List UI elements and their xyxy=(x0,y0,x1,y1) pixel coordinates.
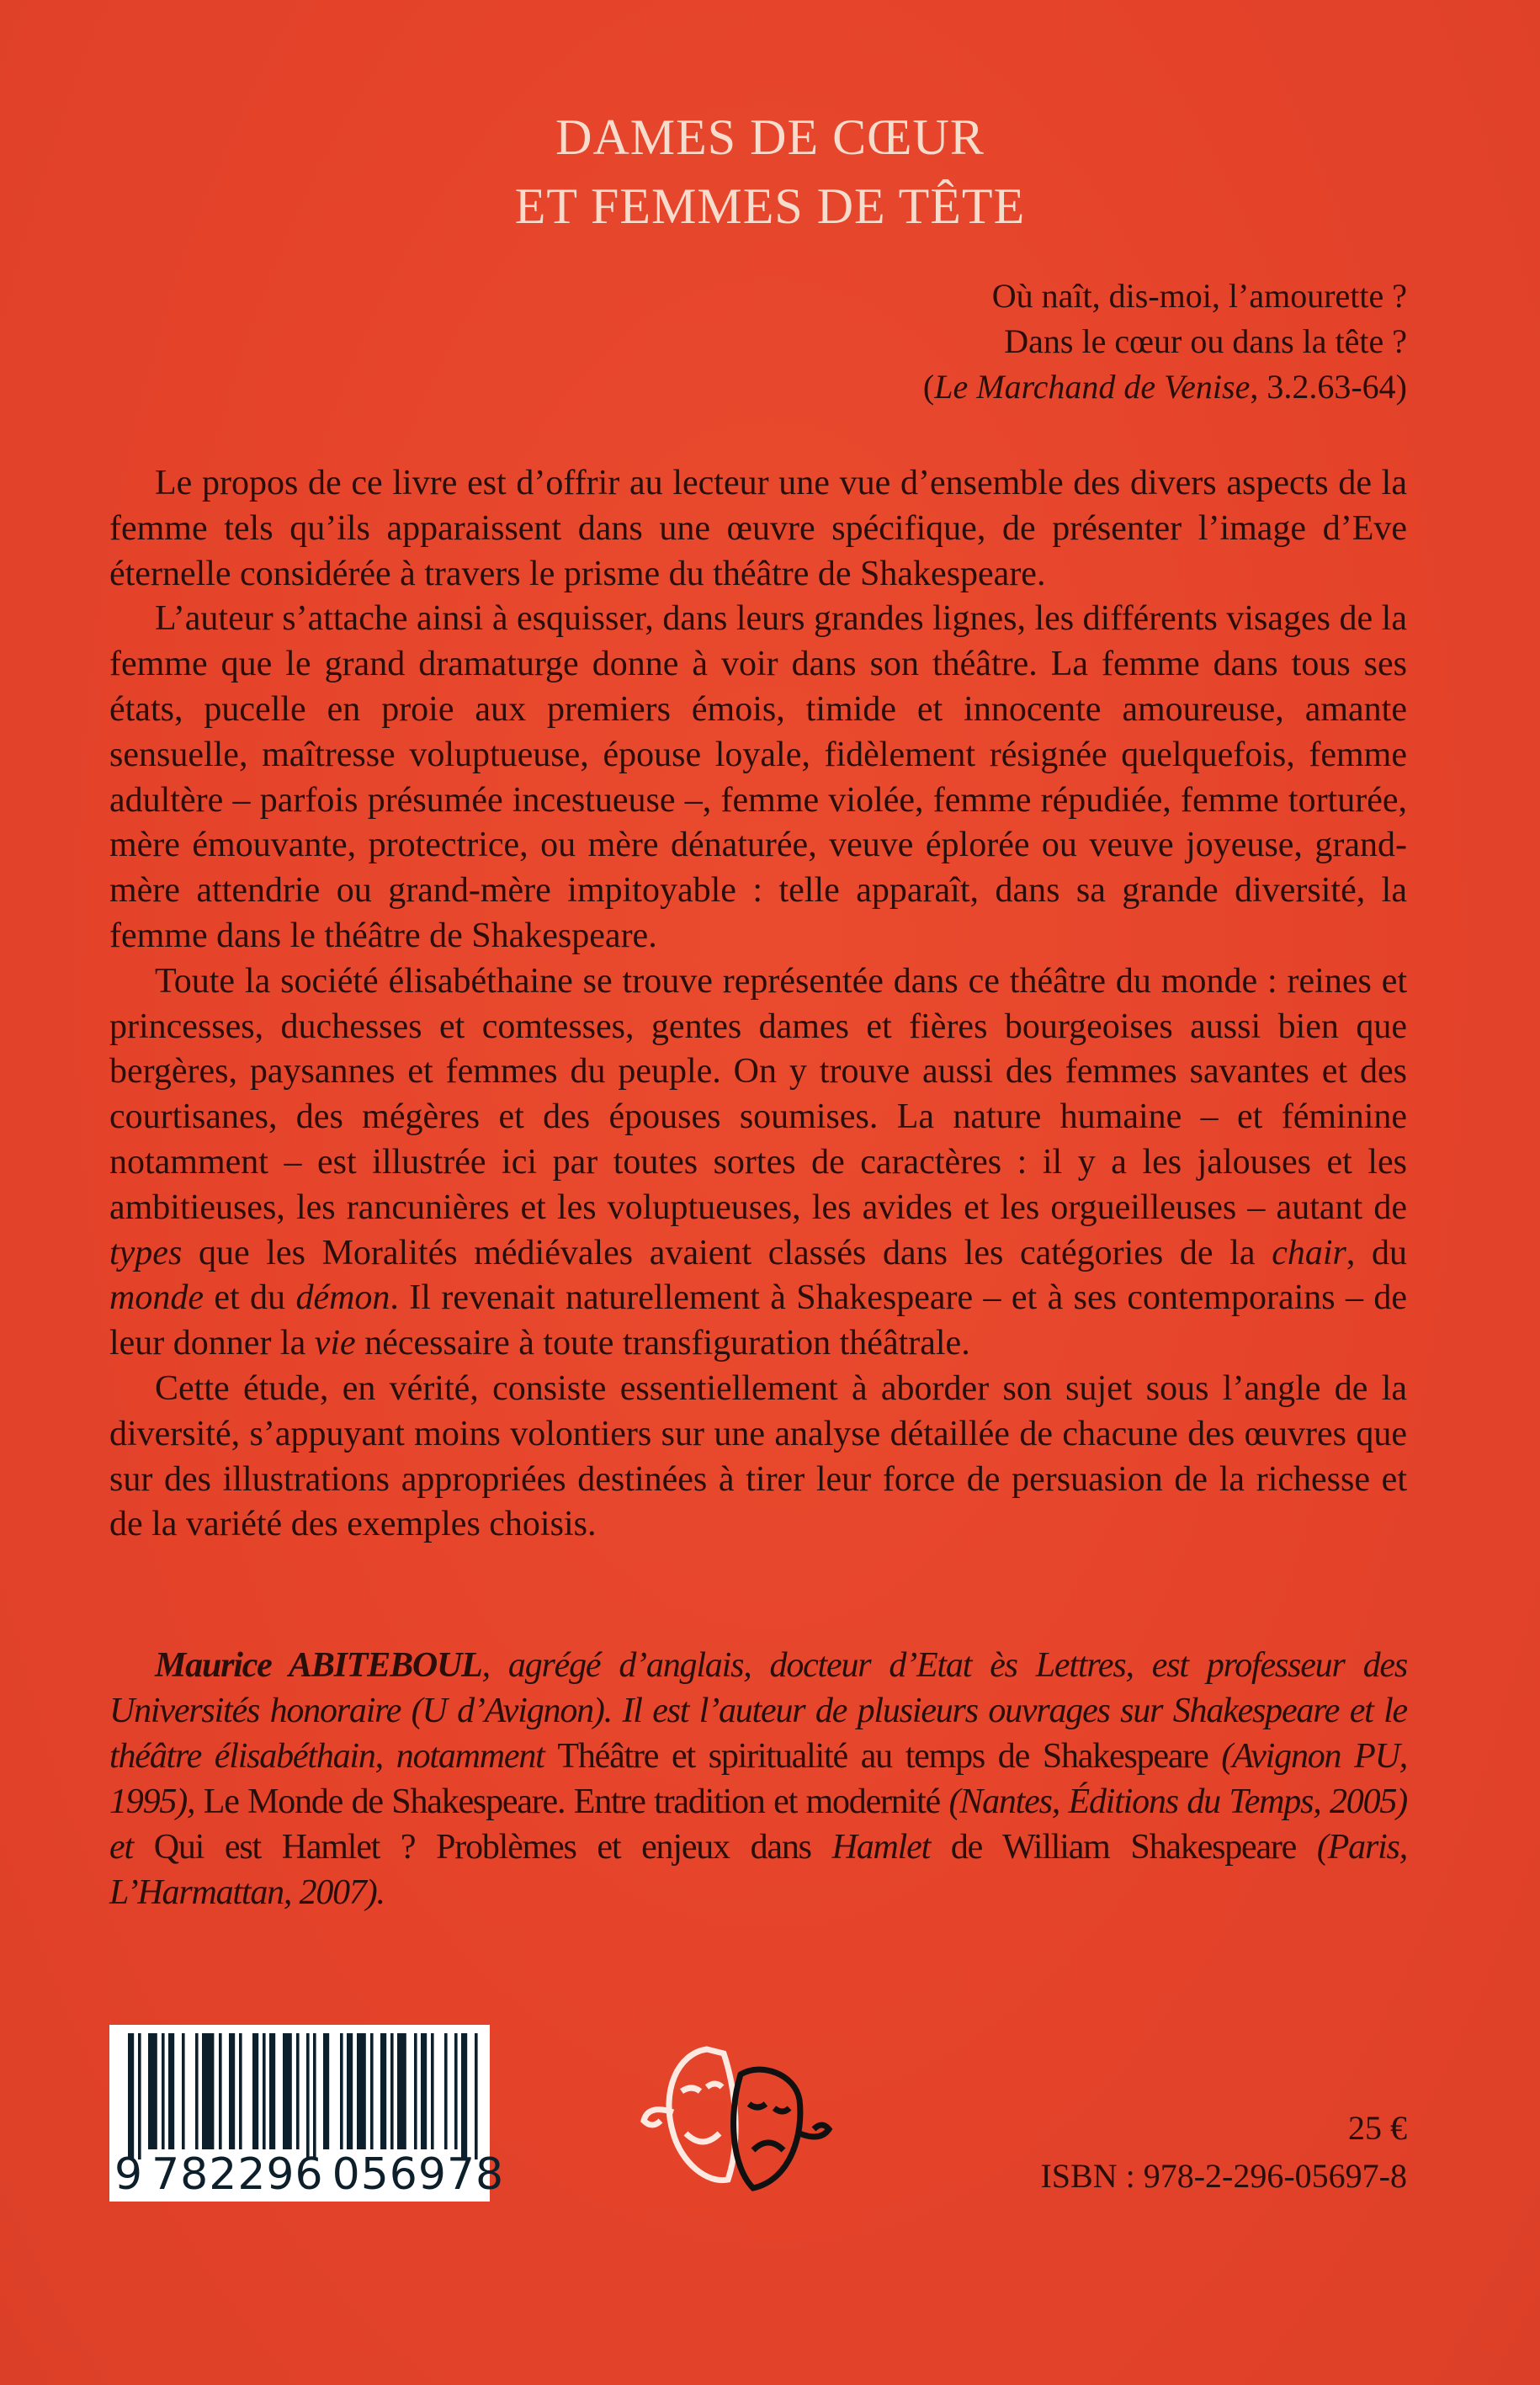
title-line-1: DAMES DE CŒUR xyxy=(555,109,985,165)
epigraph-line-2: Dans le cœur ou dans la tête ? xyxy=(1004,322,1407,360)
comedy-mask-icon xyxy=(644,2049,735,2180)
barcode-bar xyxy=(269,2033,275,2149)
italic-text-segment: Le Marchand de Venise xyxy=(934,368,1251,406)
title-line-2: ET FEMMES DE TÊTE xyxy=(514,178,1026,234)
italic-text-segment: chair xyxy=(1272,1233,1346,1272)
italic-text-segment: monde xyxy=(109,1278,204,1318)
text-segment: L’auteur s’attache ainsi à esquisser, dans leurs grandes lignes, les différents visages de la femme que le grand dramaturge donne à voir dans son théâtre. La femme dans tous ses états, pucelle en proie aux premiers émois, timide et innocente amoureuse, amante sensuelle, maîtresse voluptueuse, épouse loyale, fidèlement résignée quelquefois, femme adultère – parfois présumée incestueuse –, femme violée, femme répudiée, femme torturée, mère émouvante, protectrice, ou mère dénaturée, veuve éplorée ou veuve joyeuse, grand-mère attendrie ou grand-mère impitoyable : telle apparaît, dans sa grande diversité, la femme dans le théâtre de Shakespeare. xyxy=(109,599,1407,955)
text-segment: nécessaire à toute transfiguration théâtrale. xyxy=(355,1324,970,1363)
barcode-bar xyxy=(357,2033,366,2149)
barcode-bar xyxy=(195,2033,199,2149)
blurb-paragraph xyxy=(109,1367,1407,1548)
barcode-digit-group-2: 056978 xyxy=(332,2149,505,2200)
text-segment: Qui est Hamlet ? Problèmes et enjeux dans xyxy=(153,1828,832,1867)
tragedy-mask-icon xyxy=(734,2069,829,2188)
price: 25 € xyxy=(1348,2109,1407,2147)
isbn: ISBN : 978-2-296-05697-8 xyxy=(1040,2157,1407,2195)
barcode-bars xyxy=(128,2033,481,2159)
barcode xyxy=(109,2025,505,2202)
theatre-masks-logo xyxy=(627,2041,879,2192)
barcode-bar xyxy=(347,2033,353,2149)
author-bio xyxy=(109,1643,1407,1915)
barcode-bar xyxy=(252,2033,258,2149)
text-segment: Cette étude, en vérité, consiste essentiellement à aborder son sujet sous l’angle de la diversité, s’appuyant moins volontiers sur une analyse détaillée de chacune des œuvres que sur des illustrations appropriées destinées à tirer leur force de persuasion de la richesse et de la variété des exemples choisis. xyxy=(109,1368,1407,1544)
barcode-bar xyxy=(444,2033,448,2149)
barcode-digit-group-1: 782296 xyxy=(151,2149,324,2200)
blurb-paragraph xyxy=(109,461,1407,597)
barcode-bar xyxy=(128,2033,134,2159)
barcode-bar xyxy=(239,2033,242,2149)
barcode-bar xyxy=(421,2033,427,2149)
epigraph xyxy=(923,274,1407,410)
epigraph-source xyxy=(923,364,1407,410)
barcode-bar xyxy=(380,2033,386,2149)
barcode-bar xyxy=(461,2033,467,2159)
barcode-bar xyxy=(414,2033,417,2149)
barcode-bar xyxy=(313,2033,316,2159)
barcode-bar xyxy=(390,2033,394,2149)
barcode-bar xyxy=(263,2033,266,2149)
barcode-bar xyxy=(431,2033,434,2149)
italic-text-segment: (Nantes, Éditions du Temps, 2005) et xyxy=(109,1782,1407,1867)
italic-text-segment: Hamlet xyxy=(831,1828,931,1867)
italic-text-segment: , agrégé d’anglais, docteur d’Etat ès Lettres, est professeur des Universités honoraire (U d’Avignon). Il est l’auteur de plusieurs ouvrages sur Shakespeare et le théâtre élisabéthain, notamment xyxy=(109,1646,1407,1776)
text-segment: ( xyxy=(922,368,935,406)
barcode-bar xyxy=(219,2033,222,2149)
epigraph-line-1: Où naît, dis-moi, l’amourette ? xyxy=(991,277,1407,315)
text-segment: Théâtre et spiritualité au temps de Shakespeare xyxy=(557,1737,1208,1776)
barcode-digits xyxy=(114,2149,504,2200)
italic-text-segment: Maurice ABITEBOUL xyxy=(155,1646,482,1685)
barcode-bar xyxy=(306,2033,310,2159)
blurb-paragraph xyxy=(109,597,1407,959)
barcode-bar xyxy=(397,2033,406,2149)
barcode-digit-prefix: 9 xyxy=(114,2149,144,2200)
author-bio-paragraph xyxy=(109,1643,1407,1915)
blurb xyxy=(109,461,1407,1548)
barcode-bar xyxy=(182,2033,185,2149)
barcode-bar xyxy=(202,2033,214,2149)
text-segment: , du xyxy=(1346,1233,1408,1272)
barcode-bar xyxy=(370,2033,374,2149)
text-segment: de William Shakespeare xyxy=(930,1828,1297,1867)
barcode-bar xyxy=(454,2033,458,2149)
italic-text-segment: types xyxy=(109,1233,183,1272)
barcode-bar xyxy=(323,2033,329,2149)
text-segment: , 3.2.63-64) xyxy=(1250,368,1407,406)
italic-text-segment: démon xyxy=(295,1278,390,1318)
barcode-bar xyxy=(148,2033,157,2149)
barcode-bar xyxy=(138,2033,141,2159)
text-segment: que les Moralités médiévales avaient classés dans les catégories de la xyxy=(182,1233,1272,1272)
italic-text-segment: vie xyxy=(314,1324,356,1363)
barcode-bar xyxy=(229,2033,235,2149)
text-segment: Le propos de ce livre est d’offrir au lecteur une vue d’ensemble des divers aspects de la femme tels qu’ils apparaissent dans une œuvre spécifique, de présenter l’image d’Eve éternelle considérée à travers le prisme du théâtre de Shakespeare. xyxy=(109,464,1407,593)
italic-text-segment: (Paris, L’Harmattan, 2007). xyxy=(109,1828,1408,1912)
barcode-bar xyxy=(296,2033,300,2149)
italic-text-segment: (Avignon PU, 1995), xyxy=(109,1737,1408,1821)
text-segment: et du xyxy=(203,1278,296,1318)
barcode-bar xyxy=(162,2033,165,2149)
barcode-bar xyxy=(475,2033,478,2159)
book-title xyxy=(0,103,1540,241)
text-segment: . Il revenait naturellement à Shakespeare – et à ses contemporains – de leur donner la xyxy=(109,1278,1408,1363)
barcode-bar xyxy=(168,2033,174,2149)
barcode-bar xyxy=(283,2033,292,2149)
text-segment: Toute la société élisabéthaine se trouve représentée dans ce théâtre du monde : reines et princesses, duchesses et comtesses, gentes dames et fières bourgeoises aussi bien que bergères, paysannes et femmes du peuple. On y trouve aussi des femmes savantes et des courtisanes, des mégères et des épouses soumises. La nature humaine – et féminine notamment – est illustrée ici par toutes sortes de caractères : il y a les jalouses et les ambitieuses, les rancunières et les voluptueuses, les avides et les orgueilleuses – autant de xyxy=(109,961,1407,1227)
text-segment: Le Monde de Shakespeare. Entre tradition et modernité xyxy=(203,1782,940,1821)
barcode-bar xyxy=(340,2033,343,2149)
blurb-paragraph xyxy=(109,959,1407,1367)
